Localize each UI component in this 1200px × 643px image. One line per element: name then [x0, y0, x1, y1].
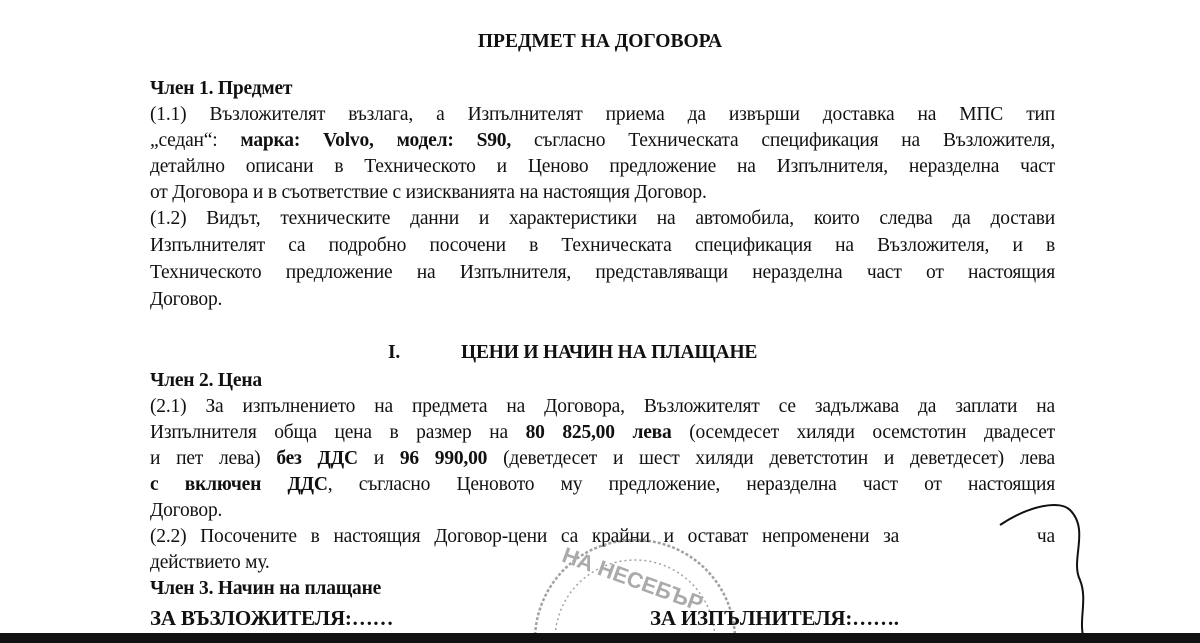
paragraph-line: „седан“: марка: Volvo, модел: S90, съгласно Техническата спецификация на Възложителя,	[150, 130, 1055, 151]
section-number: I.	[388, 342, 401, 363]
paragraph-line: (1.2) Видът, техническите данни и характеристики на автомобила, които следва да достави	[150, 208, 1055, 229]
paragraph-line: Изпълнителят са подробно посочени в Техническата спецификация на Възложителя, и в	[150, 235, 1055, 256]
svg-text:НА НЕСЕБЪР: НА НЕСЕБЪР	[558, 542, 707, 617]
paragraph-line: Договор.	[150, 289, 223, 310]
section-title: ЦЕНИ И НАЧИН НА ПЛАЩАНЕ	[461, 342, 758, 363]
paragraph-line: (2.1) За изпълнението на предмета на Договора, Възложителят се задължава да заплати на	[150, 396, 1055, 417]
stamp-graphic	[535, 540, 735, 640]
scan-bottom-edge	[0, 633, 1200, 643]
article-1-heading: Член 1. Предмет	[150, 78, 293, 99]
signature-graphic	[1000, 505, 1084, 640]
paragraph-line: (2.2) Посочените в настоящия Договор-цени са крайни и остават непроменени за ча	[150, 526, 1055, 547]
paragraph-line: Договор.	[150, 500, 223, 521]
paragraph-line: и пет лева) без ДДС и 96 990,00 (деветдесет и шест хиляди деветстотин и деветдесет) лева	[150, 448, 1056, 469]
client-signature-label: ЗА ВЪЗЛОЖИТЕЛЯ:……	[150, 606, 394, 630]
paragraph-line: Техническото предложение на Изпълнителя, представляващи неразделна част от настоящия	[150, 262, 1055, 283]
paragraph-line: Изпълнителя обща цена в размер на 80 825,00 лева (осемдесет хиляди осемстотин двадесет	[150, 422, 1056, 443]
paragraph-line: действието му.	[150, 552, 270, 573]
document-title: ПРЕДМЕТ НА ДОГОВОРА	[477, 31, 723, 52]
paragraph-line: с включен ДДС, съгласно Ценовото му предложение, неразделна част от настоящия	[150, 474, 1055, 495]
paragraph-line: детайлно описани в Техническото и Ценово предложение на Изпълнителя, неразделна част	[150, 156, 1055, 177]
article-2-heading: Член 2. Цена	[150, 370, 262, 391]
article-3-heading: Член 3. Начин на плащане	[150, 578, 382, 599]
contractor-signature-label: ЗА ИЗПЪЛНИТЕЛЯ:…….	[650, 606, 899, 630]
paragraph-line: от Договора и в съответствие с изискванията на настоящия Договор.	[150, 182, 707, 203]
paragraph-line: (1.1) Възложителят възлага, а Изпълнителят приема да извърши доставка на МПС тип	[150, 104, 1055, 125]
